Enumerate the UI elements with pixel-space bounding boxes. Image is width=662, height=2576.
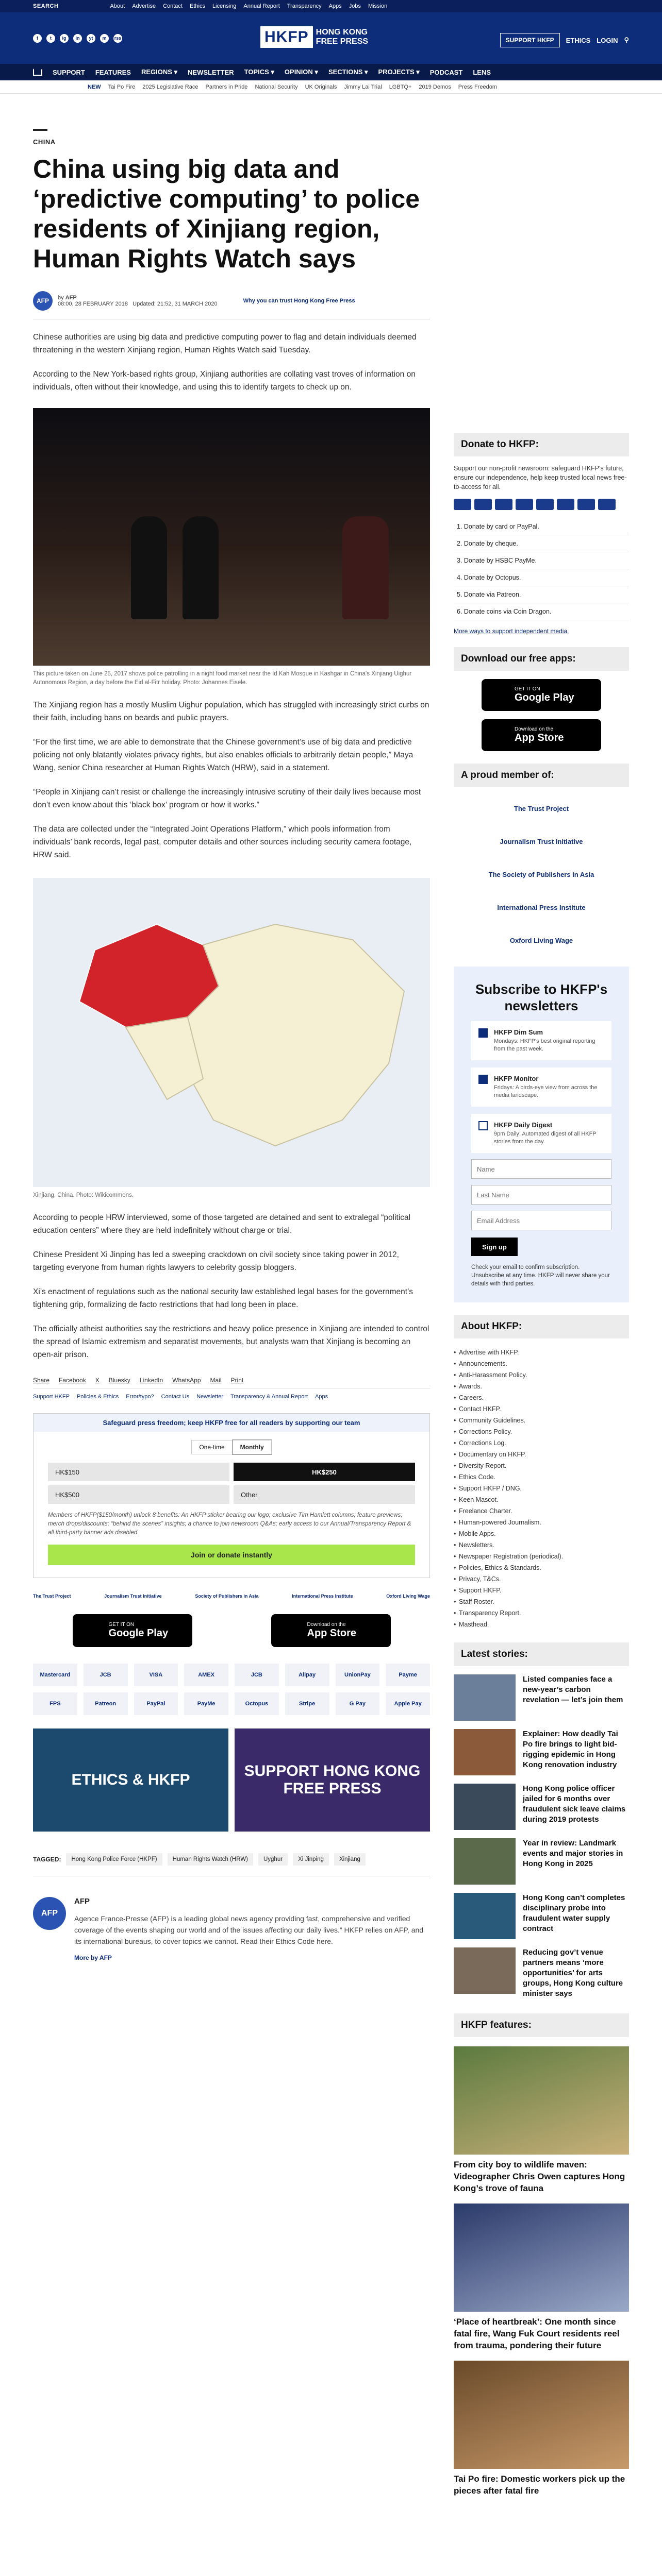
newsletter-desc: Fridays: A birds-eye view from across the media landscape. (494, 1084, 598, 1098)
latest-story[interactable] (454, 1784, 629, 1830)
monthly-tab[interactable]: Monthly (233, 1440, 272, 1454)
donate-option[interactable]: 5. Donate via Patreon. (454, 586, 629, 603)
about-link[interactable]: • Announcements. (454, 1358, 629, 1369)
nav-item[interactable]: SECTIONS ▾ (328, 68, 368, 76)
byline-text (58, 295, 218, 307)
search-icon[interactable]: ⚲ (624, 36, 629, 44)
newsletter-checkbox[interactable] (478, 1121, 488, 1130)
nav-item[interactable]: REGIONS ▾ (141, 68, 178, 76)
x-icon[interactable]: t (46, 34, 55, 43)
app-store-big: App Store (307, 1628, 357, 1639)
member-logo[interactable]: International Press Institute (497, 903, 586, 911)
payment-logo[interactable]: AMEX (184, 1664, 228, 1686)
util-link[interactable]: Advertise (132, 3, 156, 9)
partner-logos (33, 1594, 430, 1599)
amount-option[interactable]: Other (234, 1485, 415, 1504)
category-rule (33, 129, 47, 131)
donate-option[interactable]: 1. Donate by card or PayPal. (454, 518, 629, 535)
utility-bar (0, 0, 662, 12)
donate-option[interactable]: 4. Donate by Octopus. (454, 569, 629, 586)
more-ways-link[interactable]: More ways to support independent media. (454, 628, 569, 635)
card-logo (516, 499, 533, 510)
author-link[interactable]: AFP (65, 295, 77, 301)
feature-image[interactable] (454, 2361, 629, 2469)
tag[interactable]: Hong Kong Police Force (HKPF) (66, 1853, 162, 1866)
about-link[interactable]: • Contact HKFP. (454, 1403, 629, 1415)
photo-figure (342, 516, 389, 619)
util-link[interactable]: Contact (163, 3, 183, 9)
paragraph: The data are collected under the “Integrated Joint Operations Platform,” which pools information from individuals’ bank records, legal past, computer details and other sources including security camera footage, HRW said. (33, 825, 412, 859)
home-icon[interactable] (33, 69, 42, 76)
trust-link[interactable]: Why you can trust Hong Kong Free Press (243, 298, 355, 304)
share-link[interactable]: LinkedIn (139, 1377, 163, 1384)
tag[interactable]: Human Rights Watch (HRW) (168, 1853, 253, 1866)
about-link[interactable]: • Awards. (454, 1381, 629, 1392)
newsletter-checkbox[interactable] (478, 1028, 488, 1038)
newsletter-desc: 9pm Daily: Automated digest of all HKFP stories from the day. (494, 1131, 597, 1145)
card-logo (557, 499, 574, 510)
trending-item[interactable]: Partners in Pride (205, 83, 248, 90)
about-link[interactable]: • Newsletters. (454, 1539, 629, 1551)
about-link[interactable]: • Human-powered Journalism. (454, 1517, 629, 1528)
author-box (33, 1897, 430, 1961)
payment-logo[interactable]: Apple Pay (386, 1692, 430, 1715)
frequency-toggle (34, 1440, 429, 1454)
util-link[interactable]: Transparency (287, 3, 322, 9)
feature-image[interactable] (454, 2046, 629, 2155)
about-link[interactable]: • Diversity Report. (454, 1460, 629, 1471)
payment-logo[interactable]: Alipay (285, 1664, 329, 1686)
search-link[interactable]: SEARCH (33, 3, 59, 9)
tag-list (33, 1853, 430, 1876)
updated-date: Updated: 21:52, 31 MARCH 2020 (133, 301, 218, 307)
about-link[interactable]: • Privacy, T&Cs. (454, 1573, 629, 1585)
latest-story[interactable] (454, 1838, 629, 1885)
email-input[interactable] (471, 1211, 611, 1230)
photo-caption: This picture taken on June 25, 2017 shows police patrolling in a night food market near the Id Kah Mosque in Kashgar in China's Xinjiang Uighur Autonomous Region, a day before the Eid al-Fitr holiday. Photo: Johannes Eisele. (33, 671, 412, 686)
by-label: by (58, 295, 64, 301)
policy-link[interactable]: Contact Us (161, 1394, 190, 1400)
latest-title: Latest stories: (454, 1642, 629, 1666)
support-button[interactable]: SUPPORT HKFP (500, 33, 560, 47)
partner-logo[interactable]: Journalism Trust Initiative (104, 1594, 162, 1599)
about-link[interactable]: • Careers. (454, 1392, 629, 1403)
paragraph: Chinese President Xi Jinping has led a sweeping crackdown on civil society since taking power in 2012, targeting everyone from human rights lawyers to celebrity gossip bloggers. (33, 1250, 399, 1272)
about-title: About HKFP: (454, 1315, 629, 1338)
policy-link[interactable]: Policies & Ethics (76, 1394, 119, 1400)
newsletter-widget (454, 967, 629, 1302)
map-caption: Xinjiang, China. Photo: Wikicommons. (33, 1192, 134, 1198)
about-link[interactable]: • Corrections Policy. (454, 1426, 629, 1437)
story-title[interactable]: Year in review: Landmark events and major stories in Hong Kong in 2025 (523, 1839, 623, 1868)
app-buttons (33, 1614, 430, 1647)
proud-member-title: A proud member of: (454, 764, 629, 787)
article-photo (33, 408, 430, 666)
photo-figure (131, 516, 167, 619)
category-label[interactable]: CHINA (33, 138, 56, 146)
trending-item[interactable]: Press Freedom (458, 83, 497, 90)
paragraph: The Xinjiang region has a mostly Muslim Uighur population, which has struggled with increasingly strict curbs on their faith, including bans on beards and public prayers. (33, 701, 429, 722)
google-play-button[interactable] (73, 1614, 192, 1647)
card-logo (454, 499, 471, 510)
trending-label: NEW (88, 83, 101, 90)
author-bio: Agence France-Presse (AFP) is a leading global news agency providing fast, comprehensive and verified coverage of the events shaping our world and of the issues affecting our daily lives.” HKFP relies on AFP, and its international bureaus, to cover topics we cannot. Read their Ethics Code here. (74, 1914, 424, 1945)
site-logo[interactable] (260, 26, 368, 48)
youtube-icon[interactable]: yt (87, 34, 95, 43)
paragraph: Chinese authorities are using big data and predictive computing power to flag and detain individuals deemed threatening in the western Xinjiang region, Human Rights Watch said Tuesday. (33, 333, 417, 354)
story-thumbnail[interactable] (454, 1947, 516, 1994)
newsletter-checkbox[interactable] (478, 1075, 488, 1084)
one-time-tab[interactable]: One-time (191, 1440, 232, 1454)
amount-option[interactable]: HK$150 (48, 1463, 229, 1481)
about-link[interactable]: • Masthead. (454, 1619, 629, 1630)
feature-story[interactable] (454, 2046, 629, 2194)
trending-item[interactable]: 2019 Demos (419, 83, 451, 90)
app-store-small: Download on the (307, 1622, 346, 1628)
paragraph: The officially atheist authorities say the restrictions and heavy police presence in Xinjiang are intended to control the spread of Islamic extremism and separatist movements, but analysts warn that Xinjiang is becoming an open-air prison. (33, 1325, 429, 1359)
card-logo (495, 499, 512, 510)
payment-logos (33, 1664, 430, 1715)
nav-item[interactable]: LENS (473, 68, 491, 76)
ethics-promo[interactable]: ETHICS & HKFP (33, 1728, 228, 1832)
payment-logo[interactable]: VISA (134, 1664, 178, 1686)
story-title[interactable]: Reducing gov’t venue partners means ‘more opportunities’ for arts groups, Hong Kong culture minister says (523, 1948, 623, 1998)
latest-story[interactable] (454, 1947, 629, 1999)
author-avatar[interactable]: AFP (33, 291, 53, 311)
payment-logo[interactable]: Stripe (285, 1692, 329, 1715)
last-name-input[interactable] (471, 1185, 611, 1205)
feature-story[interactable] (454, 2204, 629, 2351)
payment-logo[interactable]: G Pay (336, 1692, 380, 1715)
policy-link[interactable]: Apps (315, 1394, 328, 1400)
story-thumbnail[interactable] (454, 1893, 516, 1939)
member-logo[interactable]: The Society of Publishers in Asia (488, 870, 594, 878)
donate-options (454, 518, 629, 620)
amount-option[interactable]: HK$500 (48, 1485, 229, 1504)
card-logo (598, 499, 616, 510)
article (33, 129, 430, 1961)
feature-story[interactable] (454, 2361, 629, 2497)
payment-logo[interactable]: UnionPay (336, 1664, 380, 1686)
latest-story[interactable] (454, 1674, 629, 1721)
payment-logo[interactable]: JCB (235, 1664, 279, 1686)
article-title: China using big data and ‘predictive computing’ to police residents of Xinjiang region, Human Rights Watch says (33, 155, 420, 273)
google-play-small: GET IT ON (108, 1622, 135, 1628)
about-link[interactable]: • Corrections Log. (454, 1437, 629, 1449)
paragraph: “People in Xinjiang can’t resist or challenge the increasingly intrusive scrutiny of their daily lives because most don’t even know about this ‘black box’ program or how it works.” (33, 788, 421, 809)
policy-link[interactable]: Support HKFP (33, 1394, 70, 1400)
tag[interactable]: Xinjiang (334, 1853, 366, 1866)
tag[interactable]: Xi Jinping (293, 1853, 329, 1866)
ethics-link[interactable]: ETHICS (566, 36, 591, 44)
support-promo[interactable]: SUPPORT HONG KONG FREE PRESS (235, 1728, 430, 1832)
latest-story[interactable] (454, 1729, 629, 1775)
story-thumbnail[interactable] (454, 1838, 516, 1885)
payment-logo[interactable]: PayPal (134, 1692, 178, 1715)
donate-header[interactable]: Safeguard press freedom; keep HKFP free for all readers by supporting our team (34, 1414, 429, 1432)
logo-line-2: FREE PRESS (316, 37, 369, 46)
photo-figure (183, 516, 219, 619)
policy-links (33, 1394, 430, 1400)
linkedin-icon[interactable]: in (73, 34, 82, 43)
trending-item[interactable]: 2025 Legislative Race (142, 83, 198, 90)
trending-item[interactable]: UK Originals (305, 83, 337, 90)
about-link[interactable]: • Support HKFP / DNG. (454, 1483, 629, 1494)
card-logo (536, 499, 554, 510)
byline (33, 291, 430, 319)
share-link[interactable]: Facebook (59, 1377, 86, 1384)
tag[interactable]: Uyghur (258, 1853, 288, 1866)
partner-logo[interactable]: Oxford Living Wage (386, 1594, 430, 1599)
newsletter-name: HKFP Monitor (494, 1075, 539, 1082)
about-link[interactable]: • Support HKFP. (454, 1585, 629, 1596)
story-title[interactable]: Listed companies face a new-year’s carbon revelation — let’s join them (523, 1675, 623, 1704)
util-link[interactable]: Apps (328, 3, 342, 9)
about-link[interactable]: • Community Guidelines. (454, 1415, 629, 1426)
payment-logo[interactable]: JCB (84, 1664, 128, 1686)
sidebar-apple-small: Download on the (515, 726, 554, 732)
story-title[interactable]: Explainer: How deadly Tai Po fire brings to light bid-rigging epidemic in Hong Kong renovation industry (523, 1730, 618, 1769)
share-link[interactable]: Mail (210, 1377, 222, 1384)
policy-link[interactable]: Error/typo? (126, 1394, 154, 1400)
payment-logo[interactable]: FPS (33, 1692, 77, 1715)
author-box-avatar[interactable]: AFP (33, 1897, 66, 1930)
donate-intro: Support our non-profit newsroom: safeguard HKFP's future, ensure our independence, help keep trusted local news free-to-access for all. (454, 465, 627, 490)
trending-item[interactable]: Tai Po Fire (108, 83, 136, 90)
about-link[interactable]: • Policies, Ethics & Standards. (454, 1562, 629, 1573)
newsletter-option[interactable] (471, 1114, 611, 1153)
donate-option[interactable]: 3. Donate by HSBC PayMe. (454, 552, 629, 569)
name-input[interactable] (471, 1159, 611, 1179)
map-graphic (33, 878, 430, 1187)
partner-logo[interactable]: The Trust Project (33, 1594, 71, 1599)
member-logo[interactable]: Oxford Living Wage (509, 936, 573, 944)
paragraph: According to the New York-based rights group, Xinjiang authorities are collating vast troves of information on individuals, often without their knowledge, and using this to identify targets to check up on. (33, 370, 416, 392)
card-logos (454, 499, 629, 510)
sidebar (454, 433, 629, 2497)
promo-banners (33, 1728, 430, 1832)
paragraph: “For the first time, we are able to demonstrate that the Chinese government’s use of big data and predictive policing not only blatantly violates privacy rights, but also enables officials to arbitrarily detain people,” Maya Wang, senior China researcher at Human Rights Watch (HRW), said in a statement. (33, 738, 413, 772)
sidebar-google-play[interactable] (482, 679, 601, 711)
feature-title[interactable]: Tai Po fire: Domestic workers pick up the pieces after fatal fire (454, 2474, 625, 2496)
nav-item[interactable]: FEATURES (95, 68, 131, 76)
policy-link[interactable]: Transparency & Annual Report (230, 1394, 308, 1400)
instagram-icon[interactable]: ig (60, 34, 69, 43)
about-link[interactable]: • Mobile Apps. (454, 1528, 629, 1539)
newsletter-desc: Mondays: HKFP's best original reporting from the past week. (494, 1038, 595, 1052)
partner-logo[interactable]: International Press Institute (292, 1594, 353, 1599)
masthead-actions (500, 33, 629, 47)
about-list (454, 1347, 629, 1630)
about-link[interactable]: • Staff Roster. (454, 1596, 629, 1607)
util-link[interactable]: Ethics (189, 3, 205, 9)
nav-item[interactable]: PODCAST (429, 68, 463, 76)
about-link[interactable]: • Newspaper Registration (periodical). (454, 1551, 629, 1562)
story-title[interactable]: Hong Kong can’t completes disciplinary probe into fraudulent water supply contract (523, 1893, 625, 1933)
download-title: Download our free apps: (454, 647, 629, 671)
share-link[interactable]: Bluesky (108, 1377, 130, 1384)
newsletter-name: HKFP Daily Digest (494, 1121, 553, 1129)
payment-logo[interactable]: Mastercard (33, 1664, 77, 1686)
feature-title[interactable]: ‘Place of heartbreak’: One month since fatal fire, Wang Fuk Court residents reel from trauma, pondering their future (454, 2317, 620, 2350)
rss-icon[interactable]: rss (113, 34, 122, 43)
about-link[interactable]: • Documentary on HKFP. (454, 1449, 629, 1460)
paragraph: Xi’s enactment of regulations such as the national security law established legal bases for the government’s tightening grip, formalizing de facto restrictions that had long been in place. (33, 1287, 413, 1309)
about-link[interactable]: • Advertise with HKFP. (454, 1347, 629, 1358)
about-link[interactable]: • Ethics Code. (454, 1471, 629, 1483)
author-box-name[interactable]: AFP (74, 1897, 90, 1906)
join-button[interactable]: Join or donate instantly (48, 1545, 415, 1565)
sign-up-button[interactable]: Sign up (471, 1238, 518, 1256)
story-thumbnail[interactable] (454, 1784, 516, 1830)
logo-line-1: HONG KONG (316, 28, 368, 37)
nav-item[interactable]: NEWSLETTER (188, 68, 234, 76)
nav-item[interactable]: OPINION ▾ (284, 68, 318, 76)
share-link[interactable]: Print (230, 1377, 244, 1384)
share-link[interactable]: Share (33, 1377, 50, 1384)
membership-note: Members of HKFP($150/month) unlock 8 benefits: An HKFP sticker bearing our logo; exclusive Tim Hamlett columns; feature previews; merch drops/discounts; “behind the scenes” insights; a chance to join newsroom Q&As; early access to our Annual/Transparency Report & all third-party banner ads disabled. (48, 1512, 411, 1536)
util-link[interactable]: Jobs (349, 3, 361, 9)
about-link[interactable]: • Keen Mascot. (454, 1494, 629, 1505)
nav-item[interactable]: SUPPORT (53, 68, 85, 76)
app-store-button[interactable] (271, 1614, 391, 1647)
feature-title[interactable]: From city boy to wildlife maven: Videographer Chris Owen captures Hong Kong’s trove of fauna (454, 2160, 625, 2193)
amount-options (34, 1454, 429, 1504)
donate-option[interactable]: 2. Donate by cheque. (454, 535, 629, 552)
util-link[interactable]: About (110, 3, 125, 9)
nav-item[interactable]: PROJECTS ▾ (378, 68, 420, 76)
payment-logo[interactable]: Octopus (235, 1692, 279, 1715)
util-link[interactable]: Mission (368, 3, 388, 9)
card-logo (577, 499, 595, 510)
main-nav (0, 64, 662, 80)
card-logo (474, 499, 492, 510)
about-link[interactable]: • Transparency Report. (454, 1607, 629, 1619)
about-link[interactable]: • Freelance Charter. (454, 1505, 629, 1517)
util-link[interactable]: Annual Report (243, 3, 280, 9)
newsletter-title: Subscribe to HKFP's newsletters (475, 981, 608, 1013)
share-link[interactable]: X (95, 1377, 100, 1384)
trending-item[interactable]: Jimmy Lai Trial (344, 83, 382, 90)
latest-story[interactable] (454, 1893, 629, 1939)
publish-date: 08:00, 28 FEBRUARY 2018 (58, 301, 128, 307)
member-logos (454, 795, 629, 953)
more-by-author-link[interactable]: More by AFP (74, 1954, 112, 1961)
donate-widget-title: Donate to HKFP: (454, 433, 629, 456)
utility-links (110, 3, 387, 9)
logo-box: HKFP (260, 26, 313, 48)
partner-logo[interactable]: Society of Publishers in Asia (195, 1594, 259, 1599)
trending-item[interactable]: LGBTQ+ (389, 83, 412, 90)
story-thumbnail[interactable] (454, 1729, 516, 1775)
author-box-body (74, 1897, 430, 1961)
features-title: HKFP features: (454, 2013, 629, 2037)
nav-item[interactable]: TOPICS ▾ (244, 68, 274, 76)
tags-label: TAGGED: (33, 1856, 61, 1863)
social-icons (33, 34, 122, 43)
donate-option[interactable]: 6. Donate coins via Coin Dragon. (454, 603, 629, 620)
donate-box (33, 1413, 430, 1578)
trending-item[interactable]: National Security (255, 83, 298, 90)
google-play-big: Google Play (108, 1628, 169, 1639)
share-bar (33, 1377, 430, 1388)
sidebar-app-store[interactable] (482, 719, 601, 751)
trending-bar (0, 80, 662, 94)
story-title[interactable]: Hong Kong police officer jailed for 6 months over fraudulent sick leave claims during 2019 protests (523, 1784, 626, 1824)
feature-image[interactable] (454, 2204, 629, 2312)
newsletter-option[interactable] (471, 1021, 611, 1060)
member-logo[interactable]: Journalism Trust Initiative (500, 837, 583, 845)
signup-note: Check your email to confirm subscription. Unsubscribe at any time. HKFP will never share your details with third parties. (471, 1264, 610, 1287)
sidebar-google-small: GET IT ON (515, 686, 540, 692)
payment-logo[interactable]: Patreon (84, 1692, 128, 1715)
payment-logo[interactable]: Payme (386, 1664, 430, 1686)
util-link[interactable]: Licensing (212, 3, 237, 9)
login-link[interactable]: LOGIN (597, 36, 618, 44)
logo-text (316, 28, 368, 46)
xinjiang-map (33, 878, 430, 1187)
story-thumbnail[interactable] (454, 1674, 516, 1721)
payment-logo[interactable]: PayMe (184, 1692, 228, 1715)
newsletter-option[interactable] (471, 1067, 611, 1107)
mastodon-icon[interactable]: m (100, 34, 109, 43)
paragraph: According to people HRW interviewed, some of those targeted are detained and sent to extralegal “political education centers” where they are held indefinitely without charge or trial. (33, 1213, 411, 1235)
about-link[interactable]: • Anti-Harassment Policy. (454, 1369, 629, 1381)
masthead (0, 12, 662, 64)
share-link[interactable]: WhatsApp (172, 1377, 201, 1384)
policy-link[interactable]: Newsletter (196, 1394, 224, 1400)
newsletter-name: HKFP Dim Sum (494, 1028, 543, 1036)
member-logo[interactable]: The Trust Project (514, 804, 569, 812)
facebook-icon[interactable]: f (33, 34, 42, 43)
sidebar-google-big: Google Play (515, 692, 574, 703)
amount-option-selected[interactable]: HK$250 (234, 1463, 415, 1481)
sidebar-apple-big: App Store (515, 732, 564, 743)
